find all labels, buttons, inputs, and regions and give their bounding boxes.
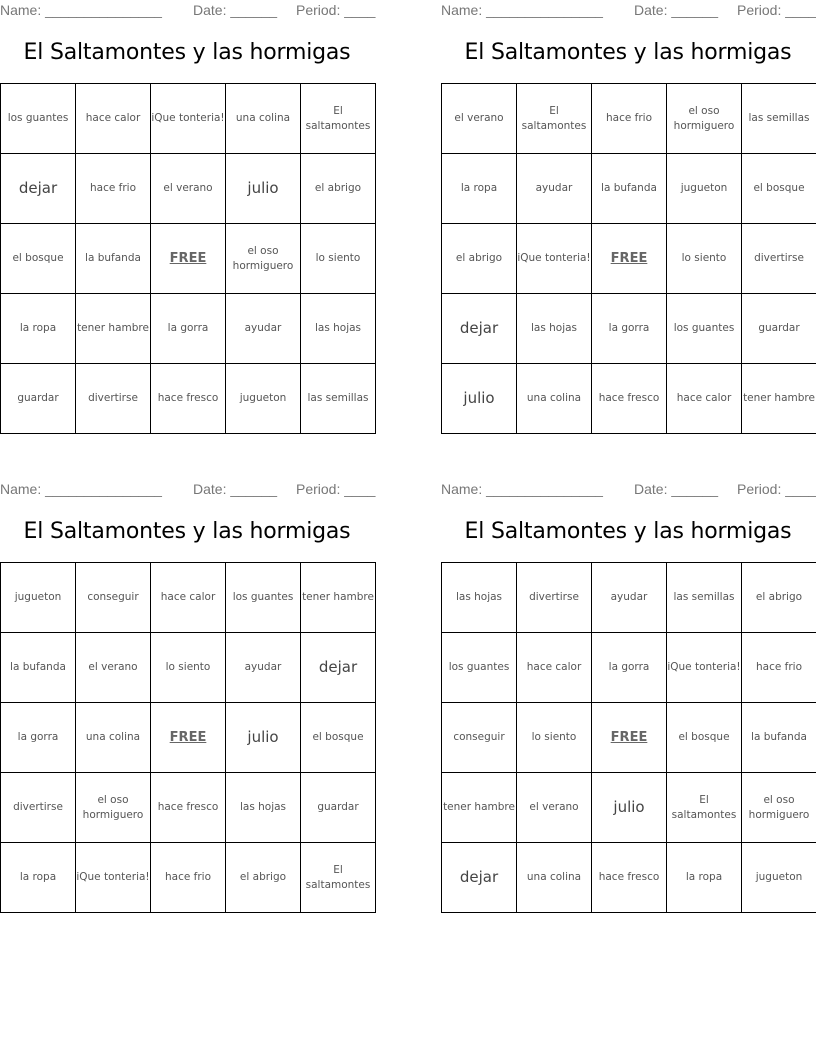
bingo-cell: la ropa <box>667 843 742 913</box>
bingo-cell: la gorra <box>592 294 667 364</box>
bingo-cell: hace calor <box>517 633 592 703</box>
bingo-cell: tener hambre <box>442 773 517 843</box>
bingo-cell: ayudar <box>226 633 301 703</box>
bingo-cell: El saltamontes <box>667 773 742 843</box>
card-header <box>441 481 816 499</box>
bingo-cell: dejar <box>1 154 76 224</box>
bingo-cell: julio <box>592 773 667 843</box>
bingo-cell: el verano <box>151 154 226 224</box>
name-field: Name: _______________ <box>0 481 162 497</box>
bingo-grid <box>0 83 376 434</box>
bingo-card-4 <box>441 479 816 919</box>
card-title: El Saltamontes y las hormigas <box>23 519 351 544</box>
bingo-cell: el abrigo <box>442 224 517 294</box>
bingo-cell: el bosque <box>742 154 816 224</box>
bingo-cell: el bosque <box>301 703 376 773</box>
bingo-cell: el oso hormiguero <box>226 224 301 294</box>
bingo-cell: la gorra <box>1 703 76 773</box>
bingo-cell: la ropa <box>1 294 76 364</box>
date-field: Date: ______ <box>193 2 278 18</box>
bingo-cell: guardar <box>1 364 76 434</box>
grid-row <box>442 84 816 154</box>
grid-row <box>442 224 816 294</box>
bingo-cell: el bosque <box>667 703 742 773</box>
grid-row <box>442 364 816 434</box>
bingo-cell: lo siento <box>517 703 592 773</box>
bingo-cell: una colina <box>226 84 301 154</box>
bingo-cell: la bufanda <box>592 154 667 224</box>
bingo-cell: las hojas <box>226 773 301 843</box>
bingo-cell: una colina <box>517 364 592 434</box>
bingo-cell: lo siento <box>667 224 742 294</box>
bingo-cell: la ropa <box>1 843 76 913</box>
bingo-cell: El saltamontes <box>301 843 376 913</box>
grid-row <box>442 703 816 773</box>
bingo-card-2 <box>441 0 816 440</box>
bingo-cell: las semillas <box>742 84 816 154</box>
bingo-cell: julio <box>226 154 301 224</box>
bingo-cell: El saltamontes <box>517 84 592 154</box>
bingo-cell: ayudar <box>517 154 592 224</box>
bingo-cell: jugueton <box>667 154 742 224</box>
bingo-cell: jugueton <box>226 364 301 434</box>
bingo-cell: las hojas <box>517 294 592 364</box>
card-title: El Saltamontes y las hormigas <box>23 40 351 65</box>
grid-row <box>1 154 376 224</box>
bingo-cell: la gorra <box>151 294 226 364</box>
free-space: FREE <box>151 703 226 773</box>
bingo-cell: tener hambre <box>742 364 816 434</box>
bingo-cell: El saltamontes <box>301 84 376 154</box>
grid-row <box>1 364 376 434</box>
free-space: FREE <box>151 224 226 294</box>
grid-row <box>442 563 816 633</box>
bingo-cell: el abrigo <box>301 154 376 224</box>
grid-row <box>1 224 376 294</box>
bingo-cell: hace calor <box>76 84 151 154</box>
bingo-cell: julio <box>226 703 301 773</box>
bingo-cell: hace frio <box>742 633 816 703</box>
bingo-cell: conseguir <box>442 703 517 773</box>
bingo-cell: la ropa <box>442 154 517 224</box>
grid-row <box>442 843 816 913</box>
bingo-cell: iQue tonteria! <box>667 633 742 703</box>
bingo-cell: tener hambre <box>301 563 376 633</box>
bingo-cell: hace fresco <box>592 364 667 434</box>
card-header <box>0 481 376 499</box>
bingo-cell: dejar <box>442 294 517 364</box>
card-title: El Saltamontes y las hormigas <box>464 519 792 544</box>
bingo-cell: el oso hormiguero <box>742 773 816 843</box>
grid-row <box>1 773 376 843</box>
bingo-card-1 <box>0 0 376 440</box>
bingo-cell: el verano <box>517 773 592 843</box>
bingo-cell: hace frio <box>592 84 667 154</box>
bingo-cell: guardar <box>742 294 816 364</box>
bingo-cell: hace fresco <box>151 364 226 434</box>
bingo-cell: jugueton <box>1 563 76 633</box>
bingo-cell: iQue tonteria! <box>76 843 151 913</box>
free-space: FREE <box>592 224 667 294</box>
grid-row <box>442 294 816 364</box>
bingo-cell: las semillas <box>667 563 742 633</box>
bingo-cell: iQue tonteria! <box>151 84 226 154</box>
grid-row <box>1 563 376 633</box>
period-field: Period: ____ <box>296 481 376 497</box>
bingo-cell: el oso hormiguero <box>667 84 742 154</box>
bingo-cell: conseguir <box>76 563 151 633</box>
period-field: Period: ____ <box>296 2 376 18</box>
bingo-cell: una colina <box>517 843 592 913</box>
bingo-cell: el bosque <box>1 224 76 294</box>
bingo-cell: hace calor <box>667 364 742 434</box>
name-field: Name: _______________ <box>0 2 162 18</box>
bingo-cell: hace fresco <box>592 843 667 913</box>
name-field: Name: _______________ <box>441 481 603 497</box>
bingo-cell: tener hambre <box>76 294 151 364</box>
bingo-cell: los guantes <box>442 633 517 703</box>
card-title: El Saltamontes y las hormigas <box>464 40 792 65</box>
bingo-grid <box>441 83 816 434</box>
free-space: FREE <box>592 703 667 773</box>
bingo-cell: los guantes <box>226 563 301 633</box>
bingo-cell: el abrigo <box>226 843 301 913</box>
name-field: Name: _______________ <box>441 2 603 18</box>
bingo-grid <box>0 562 376 913</box>
bingo-cell: lo siento <box>151 633 226 703</box>
bingo-cell: las semillas <box>301 364 376 434</box>
bingo-cell: divertirse <box>742 224 816 294</box>
bingo-cell: hace frio <box>151 843 226 913</box>
bingo-cell: hace fresco <box>151 773 226 843</box>
bingo-cell: una colina <box>76 703 151 773</box>
bingo-cell: el oso hormiguero <box>76 773 151 843</box>
bingo-cell: el verano <box>76 633 151 703</box>
bingo-cell: lo siento <box>301 224 376 294</box>
bingo-card-3 <box>0 479 376 919</box>
grid-row <box>1 703 376 773</box>
bingo-cell: la bufanda <box>1 633 76 703</box>
bingo-cell: ayudar <box>226 294 301 364</box>
bingo-cell: la bufanda <box>76 224 151 294</box>
grid-row <box>442 633 816 703</box>
bingo-cell: el verano <box>442 84 517 154</box>
bingo-cell: ayudar <box>592 563 667 633</box>
bingo-cell: las hojas <box>301 294 376 364</box>
bingo-cell: dejar <box>442 843 517 913</box>
bingo-cell: divertirse <box>1 773 76 843</box>
grid-row <box>1 843 376 913</box>
grid-row <box>1 294 376 364</box>
bingo-cell: la bufanda <box>742 703 816 773</box>
date-field: Date: ______ <box>634 2 719 18</box>
card-header <box>441 2 816 20</box>
bingo-cell: las hojas <box>442 563 517 633</box>
bingo-cell: hace frio <box>76 154 151 224</box>
bingo-cell: dejar <box>301 633 376 703</box>
period-field: Period: ____ <box>737 2 816 18</box>
bingo-cell: los guantes <box>1 84 76 154</box>
grid-row <box>1 633 376 703</box>
grid-row <box>442 773 816 843</box>
bingo-cell: julio <box>442 364 517 434</box>
period-field: Period: ____ <box>737 481 816 497</box>
date-field: Date: ______ <box>634 481 719 497</box>
bingo-cell: divertirse <box>76 364 151 434</box>
bingo-cell: jugueton <box>742 843 816 913</box>
date-field: Date: ______ <box>193 481 278 497</box>
grid-row <box>442 154 816 224</box>
card-header <box>0 2 376 20</box>
bingo-cell: guardar <box>301 773 376 843</box>
bingo-cell: iQue tonteria! <box>517 224 592 294</box>
bingo-cell: el abrigo <box>742 563 816 633</box>
bingo-cell: hace calor <box>151 563 226 633</box>
grid-row <box>1 84 376 154</box>
bingo-cell: los guantes <box>667 294 742 364</box>
bingo-grid <box>441 562 816 913</box>
bingo-cell: la gorra <box>592 633 667 703</box>
bingo-cell: divertirse <box>517 563 592 633</box>
